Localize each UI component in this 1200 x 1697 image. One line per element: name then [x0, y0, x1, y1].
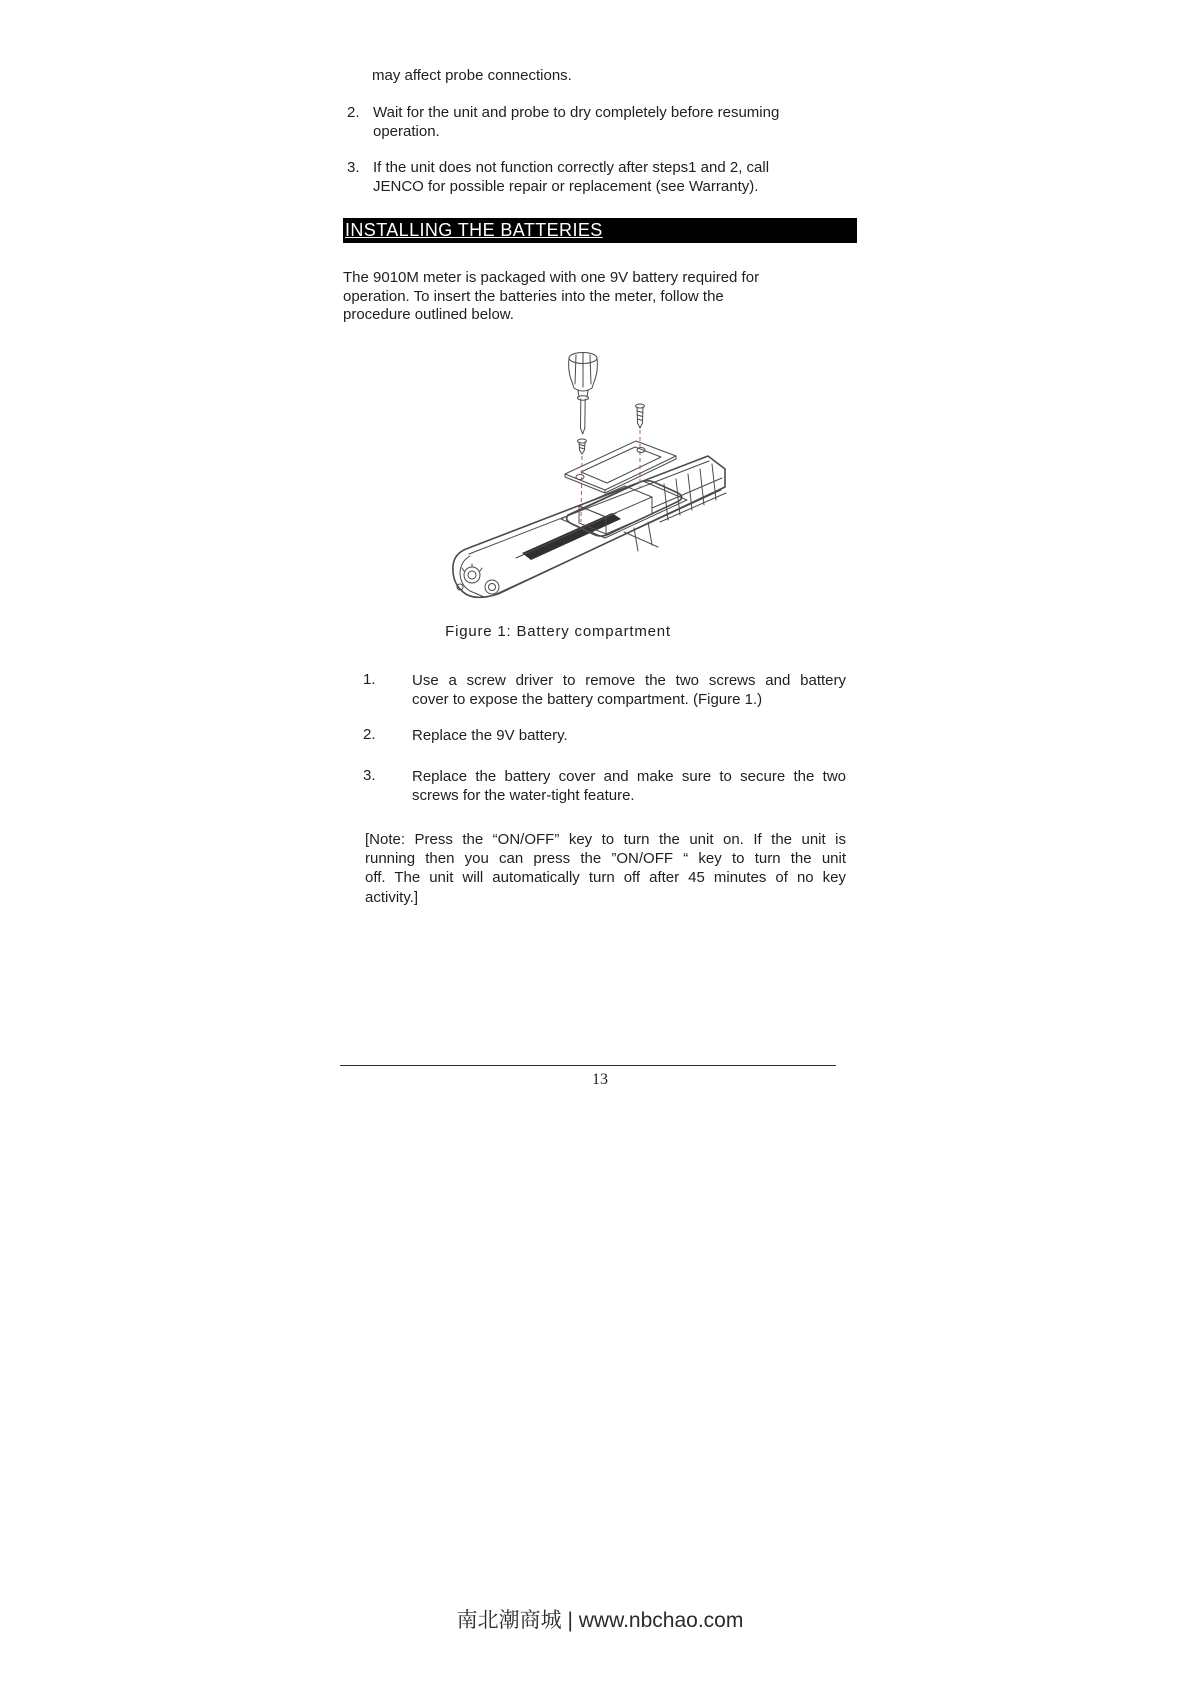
step-item: [363, 726, 846, 745]
continuation-text: may affect probe connections.: [372, 67, 572, 84]
step-text: Replace the 9V battery.: [412, 727, 568, 744]
meter-body: [453, 456, 726, 597]
step-number: 2.: [363, 726, 376, 743]
footer-rule: [340, 1065, 836, 1066]
note-paragraph: [Note: Press the “ON/OFF” key to turn the unit on. If the unit is running then you can press the ”ON/OFF “ key to turn the unit off. The unit will automatically turn off after 45 minutes of no key activity.]: [365, 831, 846, 906]
battery-compartment-diagram: [428, 344, 740, 606]
step-text: Use a screw driver to remove the two screws and battery cover to expose the battery compartment. (Figure 1.): [412, 672, 846, 708]
screwdriver-icon: [569, 353, 598, 435]
list-item-text: Wait for the unit and probe to dry completely before resuming operation.: [373, 104, 780, 140]
intro-paragraph: The 9010M meter is packaged with one 9V battery required for operation. To insert the batteries into the meter, follow the procedure outlined below.: [343, 269, 760, 323]
section-header: [343, 218, 857, 243]
screw: [636, 404, 645, 428]
list-item-text: If the unit does not function correctly after steps1 and 2, call JENCO for possible repair or replacement (see Warranty).: [373, 159, 770, 195]
step-item: [363, 671, 846, 709]
list-item: [347, 159, 769, 196]
list-item: [347, 104, 779, 141]
figure-caption: Figure 1: Battery compartment: [445, 623, 671, 640]
section-title: INSTALLING THE BATTERIES: [345, 220, 603, 240]
step-number: 1.: [363, 671, 376, 688]
site-footer: 南北潮商城 | www.nbchao.com: [456, 1609, 744, 1632]
step-number: 3.: [363, 767, 376, 784]
step-item: [363, 767, 846, 805]
screw-hole: [576, 475, 584, 480]
list-number: 2.: [347, 104, 360, 121]
page-number: 13: [592, 1071, 608, 1088]
screw: [578, 439, 587, 454]
battery-compartment-figure: [428, 344, 740, 606]
step-text: Replace the battery cover and make sure to secure the two screws for the water-tight feature.: [412, 768, 846, 804]
probe-connectors: [457, 564, 499, 594]
list-number: 3.: [347, 159, 360, 176]
